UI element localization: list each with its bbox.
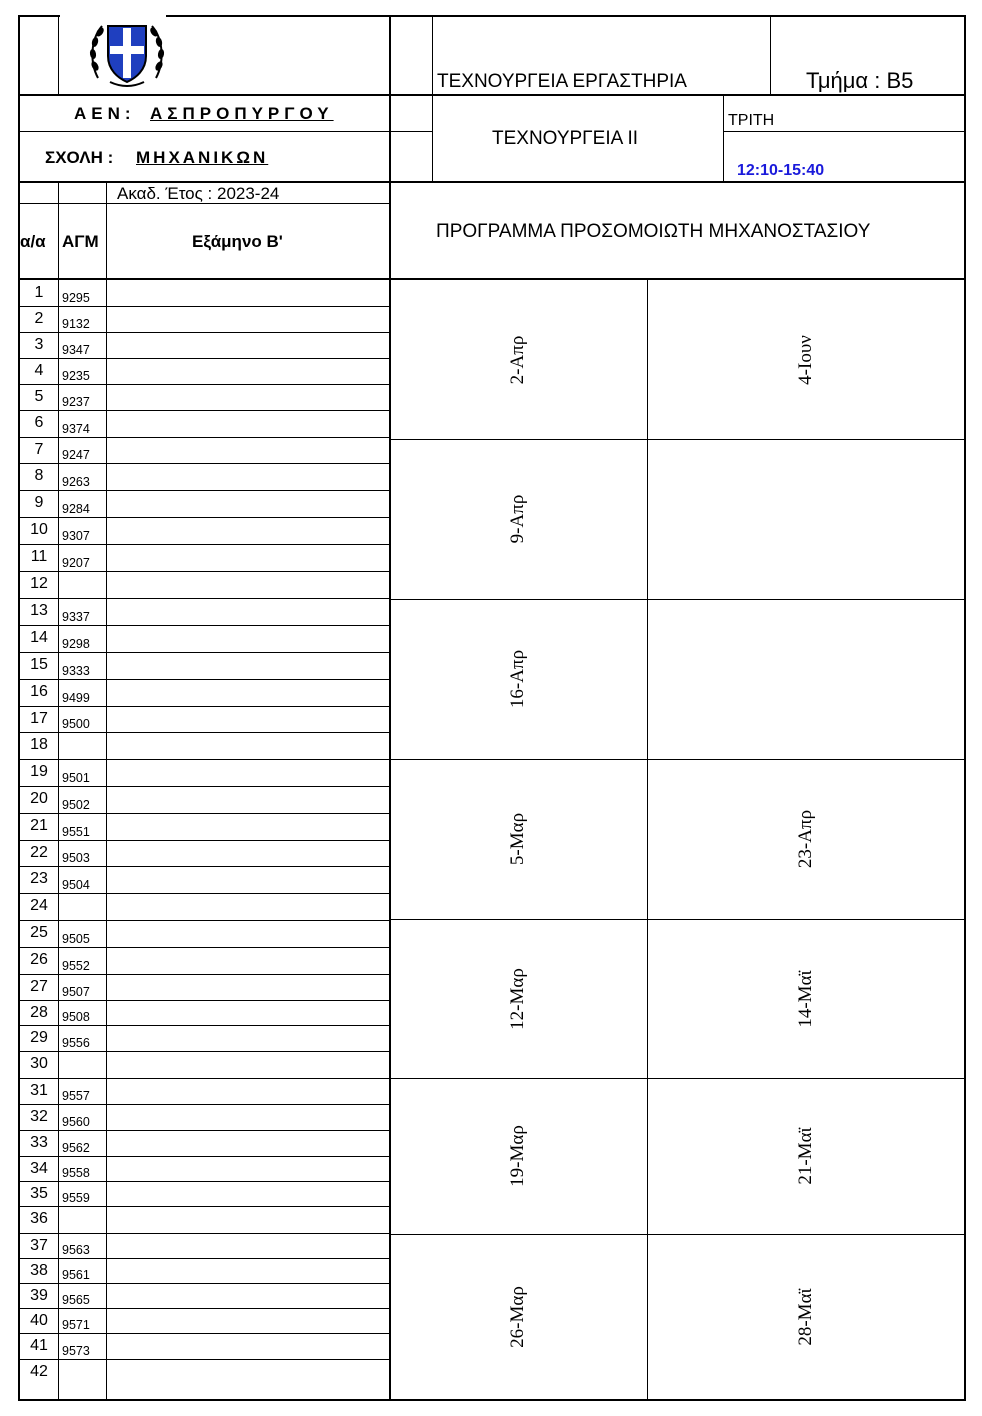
row-line xyxy=(18,358,390,359)
row-agm: 9561 xyxy=(62,1268,90,1282)
frame-bottom xyxy=(18,1399,966,1401)
row-line xyxy=(18,840,390,841)
row-agm: 9508 xyxy=(62,1010,90,1024)
row-agm: 9132 xyxy=(62,317,90,331)
col-header-agm: ΑΓΜ xyxy=(62,232,99,251)
row-number: 8 xyxy=(34,467,44,484)
row-line xyxy=(18,920,390,921)
row-number: 22 xyxy=(30,844,48,861)
schedule-date: 5-Μαρ xyxy=(507,812,528,866)
schedule-date: 21-Μαϊ xyxy=(795,1127,816,1185)
row-agm: 9307 xyxy=(62,529,90,543)
row-number: 1 xyxy=(34,284,44,301)
row-line xyxy=(18,732,390,733)
row-line xyxy=(18,332,390,333)
row-agm: 9504 xyxy=(62,878,90,892)
row-number: 38 xyxy=(30,1262,48,1279)
row-number: 2 xyxy=(34,310,44,327)
greek-coat-of-arms-icon xyxy=(88,18,166,88)
row-agm: 9563 xyxy=(62,1243,90,1257)
row-number: 5 xyxy=(34,388,44,405)
row-number: 26 xyxy=(30,951,48,968)
row-number: 29 xyxy=(30,1029,48,1046)
schedule-date: 16-Απρ xyxy=(507,649,528,709)
hdr-v4 xyxy=(723,95,724,182)
row-agm: 9505 xyxy=(62,932,90,946)
frame-top-a xyxy=(18,15,60,17)
row-number: 35 xyxy=(30,1185,48,1202)
row-agm: 9499 xyxy=(62,691,90,705)
row-agm: 9503 xyxy=(62,851,90,865)
row-number: 12 xyxy=(30,575,48,592)
row-line xyxy=(18,544,390,545)
row-agm: 9565 xyxy=(62,1293,90,1307)
col-header-aa: α/α xyxy=(20,232,46,251)
workshop-title: ΤΕΧΝΟΥΡΓΕΙΑ ΕΡΓΑΣΤΗΡΙΑ xyxy=(437,71,687,92)
row-number: 16 xyxy=(30,683,48,700)
row-number: 20 xyxy=(30,790,48,807)
hdr-v1 xyxy=(58,15,59,95)
row-line xyxy=(18,384,390,385)
col-date-divider xyxy=(647,279,648,1400)
row-line xyxy=(18,1359,390,1360)
row-number: 4 xyxy=(34,362,44,379)
group-line xyxy=(390,919,966,920)
group-line xyxy=(390,759,966,760)
academic-year: Ακαδ. Έτος : 2023-24 xyxy=(117,184,280,203)
row-agm: 9207 xyxy=(62,556,90,570)
row-agm: 9558 xyxy=(62,1166,90,1180)
schedule-date: 23-Απρ xyxy=(795,809,816,869)
row-agm: 9500 xyxy=(62,717,90,731)
hdr-h4 xyxy=(18,181,966,183)
hdr-h5 xyxy=(18,203,390,204)
course-title: ΤΕΧΝΟΥΡΓΕΙΑ ΙΙ xyxy=(492,128,639,149)
row-agm: 9502 xyxy=(62,798,90,812)
row-line xyxy=(18,517,390,518)
row-agm: 9552 xyxy=(62,959,90,973)
row-number: 40 xyxy=(30,1312,48,1329)
main-divider xyxy=(389,15,391,1401)
row-number: 28 xyxy=(30,1004,48,1021)
row-number: 34 xyxy=(30,1160,48,1177)
group-line xyxy=(390,439,966,440)
row-line xyxy=(18,306,390,307)
row-number: 11 xyxy=(30,548,48,565)
row-agm: 9235 xyxy=(62,369,90,383)
row-line xyxy=(18,974,390,975)
hdr-h2 xyxy=(18,131,432,132)
row-agm: 9347 xyxy=(62,343,90,357)
hdr-h6 xyxy=(18,278,966,280)
row-agm: 9501 xyxy=(62,771,90,785)
time-label: 12:10-15:40 xyxy=(737,162,825,179)
school-label: ΣΧΟΛΗ : xyxy=(45,148,114,167)
row-number: 13 xyxy=(30,602,48,619)
row-line xyxy=(18,679,390,680)
schedule-date: 14-Μαϊ xyxy=(795,969,816,1028)
row-line xyxy=(18,1308,390,1309)
row-line xyxy=(18,1104,390,1105)
col-header-program: ΠΡΟΓΡΑΜΜΑ ΠΡΟΣΟΜΟΙΩΤΗ ΜΗΧΑΝΟΣΤΑΣΙΟΥ xyxy=(436,221,871,242)
schedule-date: 2-Απρ xyxy=(507,335,528,384)
row-number: 6 xyxy=(34,414,44,431)
row-agm: 9556 xyxy=(62,1036,90,1050)
hdr-v2 xyxy=(432,15,433,182)
day-label: ΤΡΙΤΗ xyxy=(728,112,775,129)
row-line xyxy=(18,1233,390,1234)
group-line xyxy=(390,1234,966,1235)
row-number: 36 xyxy=(30,1210,48,1227)
aen-label: ΑΕΝ: xyxy=(74,104,136,123)
col-agm-divider xyxy=(106,181,107,1400)
row-number: 30 xyxy=(30,1055,48,1072)
row-line xyxy=(18,1130,390,1131)
row-number: 9 xyxy=(34,494,44,511)
row-number: 23 xyxy=(30,870,48,887)
row-number: 27 xyxy=(30,978,48,995)
row-agm: 9298 xyxy=(62,637,90,651)
row-line xyxy=(18,947,390,948)
row-agm: 9374 xyxy=(62,422,90,436)
row-number: 33 xyxy=(30,1134,48,1151)
row-agm: 9263 xyxy=(62,475,90,489)
row-line xyxy=(18,866,390,867)
row-number: 19 xyxy=(30,763,48,780)
row-line xyxy=(18,1181,390,1182)
row-line xyxy=(18,1258,390,1259)
row-line xyxy=(18,1206,390,1207)
row-line xyxy=(18,1025,390,1026)
row-line xyxy=(18,1283,390,1284)
row-number: 39 xyxy=(30,1287,48,1304)
row-agm: 9571 xyxy=(62,1318,90,1332)
row-line xyxy=(18,652,390,653)
row-line xyxy=(18,490,390,491)
row-line xyxy=(18,1078,390,1079)
frame-right xyxy=(964,15,966,1401)
row-number: 32 xyxy=(30,1108,48,1125)
hdr-h1 xyxy=(18,94,966,96)
row-line xyxy=(18,1156,390,1157)
school-value: ΜΗΧΑΝΙΚΩΝ xyxy=(136,148,269,167)
row-number: 31 xyxy=(30,1082,48,1099)
row-line xyxy=(18,786,390,787)
row-agm: 9559 xyxy=(62,1191,90,1205)
frame-top-b xyxy=(166,15,966,17)
row-line xyxy=(18,410,390,411)
row-number: 42 xyxy=(30,1363,48,1380)
row-line xyxy=(18,706,390,707)
row-agm: 9560 xyxy=(62,1115,90,1129)
row-line xyxy=(18,813,390,814)
row-line xyxy=(18,625,390,626)
row-line xyxy=(18,893,390,894)
row-number: 10 xyxy=(30,521,48,538)
col-header-semester: Εξάμηνο Β' xyxy=(192,232,283,251)
row-number: 37 xyxy=(30,1237,48,1254)
row-number: 17 xyxy=(30,710,48,727)
row-number: 25 xyxy=(30,924,48,941)
schedule-date: 12-Μαρ xyxy=(507,967,528,1030)
row-agm: 9573 xyxy=(62,1344,90,1358)
row-line xyxy=(18,437,390,438)
row-line xyxy=(18,598,390,599)
row-agm: 9551 xyxy=(62,825,90,839)
section-label: Τμήμα : Β5 xyxy=(806,68,914,93)
row-line xyxy=(18,1333,390,1334)
row-number: 7 xyxy=(34,441,44,458)
schedule-date: 4-Ιουν xyxy=(795,334,816,385)
row-agm: 9507 xyxy=(62,985,90,999)
row-number: 18 xyxy=(30,736,48,753)
schedule-date: 19-Μαρ xyxy=(507,1125,528,1187)
col-aa-divider xyxy=(58,181,59,1400)
row-number: 3 xyxy=(34,336,44,353)
row-line xyxy=(18,463,390,464)
row-number: 15 xyxy=(30,656,48,673)
row-agm: 9333 xyxy=(62,664,90,678)
schedule-date: 9-Απρ xyxy=(507,494,528,544)
row-agm: 9247 xyxy=(62,448,90,462)
aen-value: ΑΣΠΡΟΠΥΡΓΟΥ xyxy=(150,104,334,123)
row-agm: 9562 xyxy=(62,1141,90,1155)
row-agm: 9284 xyxy=(62,502,90,516)
row-line xyxy=(18,571,390,572)
row-number: 14 xyxy=(30,629,48,646)
group-line xyxy=(390,1078,966,1079)
row-number: 21 xyxy=(30,817,48,834)
row-number: 41 xyxy=(30,1337,48,1354)
row-agm: 9337 xyxy=(62,610,90,624)
row-agm: 9557 xyxy=(62,1089,90,1103)
schedule-date: 28-Μαϊ xyxy=(795,1288,816,1346)
row-line xyxy=(18,759,390,760)
hdr-h3 xyxy=(723,131,966,132)
row-number: 24 xyxy=(30,897,48,914)
group-line xyxy=(390,599,966,600)
schedule-date: 26-Μαρ xyxy=(507,1286,528,1348)
hdr-v3 xyxy=(770,15,771,95)
row-agm: 9237 xyxy=(62,395,90,409)
row-line xyxy=(18,1051,390,1052)
row-line xyxy=(18,1000,390,1001)
row-agm: 9295 xyxy=(62,291,90,305)
